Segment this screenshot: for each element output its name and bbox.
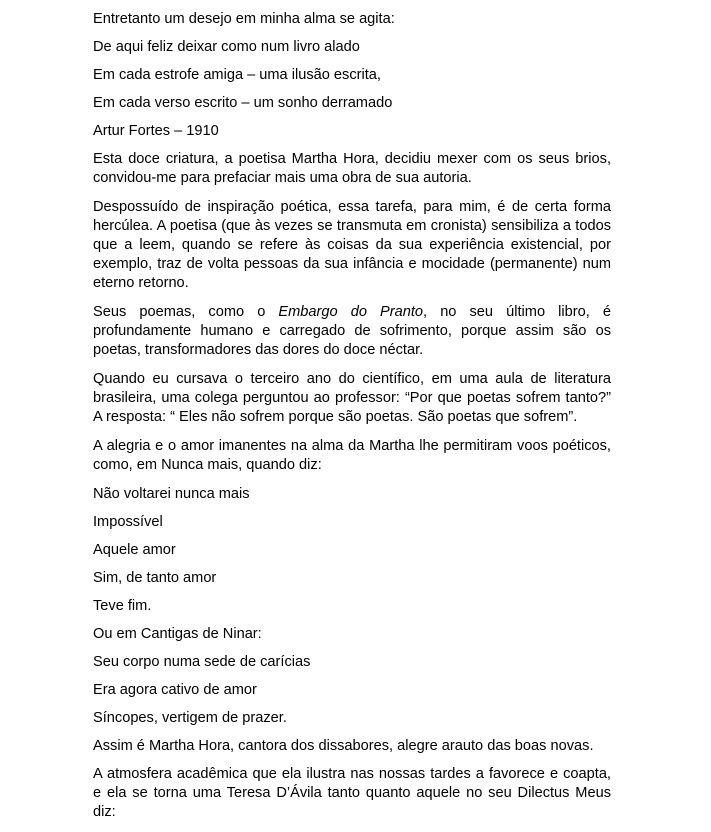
paragraph: Despossuído de inspiração poética, essa tarefa, para mim, é de certa forma hercúlea. A poetisa (que às vezes se transmuta em cronista) sensibiliza a todos que a leem, quando se refere às coisas da sua experiência existencial, por exemplo, traz de volta pessoas da sua infância e mocidade (permanente) num eterno retorno. — [93, 199, 611, 291]
poem-line: Sim, de tanto amor — [93, 570, 217, 586]
poem-attribution: Artur Fortes – 1910 — [93, 123, 219, 139]
paragraph-text: Seus poemas, como o — [93, 304, 279, 320]
paragraph: Esta doce criatura, a poetisa Martha Hora, decidiu mexer com os seus brios, convidou-me para prefaciar mais uma obra de sua autoria. — [93, 151, 611, 186]
poem-line: De aqui feliz deixar como num livro alado — [93, 39, 360, 55]
paragraph: A alegria e o amor imanentes na alma da Martha lhe permitiram voos poéticos, como, em Nunca mais, quando diz: — [93, 438, 611, 473]
document-page — [93, 10, 611, 832]
paragraph: Assim é Martha Hora, cantora dos dissabores, alegre arauto das boas novas. — [93, 738, 594, 754]
paragraph: Ou em Cantigas de Ninar: — [93, 626, 262, 642]
book-title: Embargo do Pranto — [278, 304, 424, 320]
paragraph — [93, 303, 611, 360]
poem-line: Entretanto um desejo em minha alma se agita: — [93, 11, 395, 27]
poem-line: Teve fim. — [93, 598, 152, 614]
poem-line: Era agora cativo de amor — [93, 682, 257, 698]
poem-line: Seu corpo numa sede de carícias — [93, 654, 311, 670]
poem-line: Em cada verso escrito – um sonho derramado — [93, 95, 393, 111]
poem-line: Em cada estrofe amiga – uma ilusão escrita, — [93, 67, 381, 83]
poem-line: Síncopes, vertigem de prazer. — [93, 710, 287, 726]
paragraph-text: , no seu último libro, é profundamente humano e carregado de sofrimento, porque assim são os poetas, transformadores das dores do doce néctar. — [93, 304, 611, 358]
poem-line: Impossível — [93, 514, 163, 530]
paragraph: A atmosfera acadêmica que ela ilustra nas nossas tardes a favorece e coapta, e ela se torna uma Teresa D’Ávila tanto quanto aquele no seu Dilectus Meus diz: — [93, 766, 611, 820]
poem-line: Aquele amor — [93, 542, 176, 558]
poem-line: Não voltarei nunca mais — [93, 486, 250, 502]
paragraph: Quando eu cursava o terceiro ano do científico, em uma aula de literatura brasileira, uma colega perguntou ao professor: “Por que poetas sofrem tanto?” A resposta: “ Eles não sofrem porque são poetas. São poetas que sofrem”. — [93, 371, 611, 425]
